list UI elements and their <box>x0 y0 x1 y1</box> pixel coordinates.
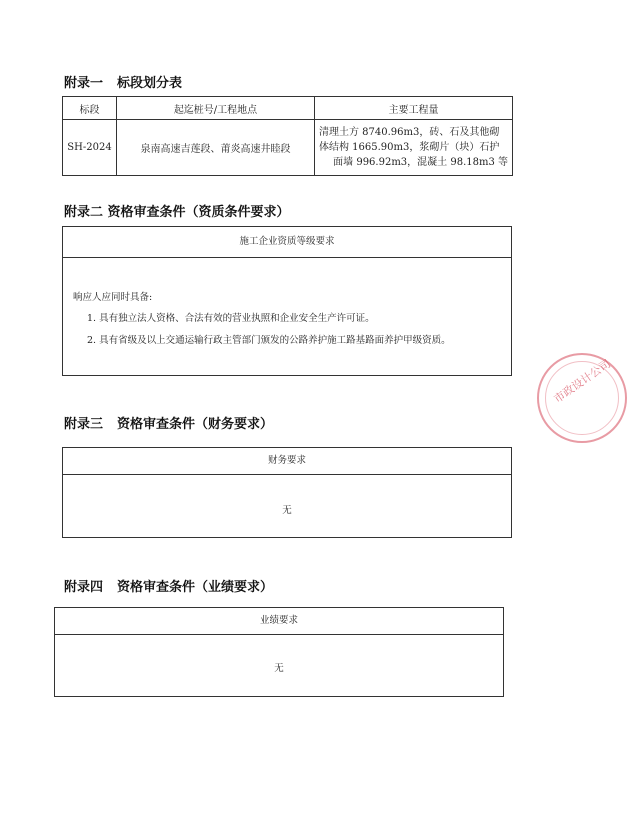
financial-box-header: 财务要求 <box>63 448 511 475</box>
qualification-box-header: 施工企业资质等级要求 <box>63 227 511 258</box>
appendix1-number: 附录一 <box>64 76 104 91</box>
appendix4-title: 资格审查条件（业绩要求） <box>117 580 274 595</box>
table-row <box>63 120 513 176</box>
header-location: 起迄桩号/工程地点 <box>117 97 315 120</box>
header-section: 标段 <box>63 97 117 120</box>
cell-location: 泉南高速吉莲段、莆炎高速井睦段 <box>117 120 315 176</box>
appendix4-number: 附录四 <box>64 580 104 595</box>
qualification-requirements-box <box>62 226 512 376</box>
financial-requirements-box <box>62 447 512 538</box>
performance-box-header: 业绩要求 <box>55 608 503 635</box>
qualification-item: 1. 具有独立法人资格、合法有效的营业执照和企业安全生产许可证。 <box>87 313 375 324</box>
appendix1-title: 标段划分表 <box>117 76 183 91</box>
performance-content: 无 <box>274 663 284 674</box>
appendix2-heading: 附录二 资格审查条件（资质条件要求） <box>64 205 290 220</box>
section-division-table <box>62 96 513 176</box>
table-header-row <box>63 97 513 120</box>
financial-content: 无 <box>282 505 292 516</box>
appendix3-title: 资格审查条件（财务要求） <box>117 417 274 432</box>
quantity-line: 清理土方 8740.96m3，砖、石及其他砌 <box>319 127 500 138</box>
qualification-item: 2. 具有省级及以上交通运输行政主管部门颁发的公路养护施工路基路面养护甲级资质。 <box>87 335 451 346</box>
appendix3-number: 附录三 <box>64 417 104 432</box>
header-quantities: 主要工程量 <box>315 97 513 120</box>
cell-section: SH-2024 <box>63 120 117 176</box>
quantity-line: 体结构 1665.90m3，浆砌片（块）石护 <box>319 142 500 153</box>
company-seal-icon <box>537 353 627 443</box>
cell-quantities <box>315 120 513 176</box>
appendix4-heading <box>64 576 287 595</box>
appendix3-heading <box>64 413 287 432</box>
qualification-intro: 响应人应同时具备: <box>73 292 153 303</box>
performance-requirements-box <box>54 607 504 697</box>
quantity-line: 面墙 996.92m3，混凝土 98.18m3 等 <box>333 157 508 168</box>
appendix1-heading <box>64 72 196 91</box>
seal-text: 市政设计公司 <box>551 357 614 406</box>
